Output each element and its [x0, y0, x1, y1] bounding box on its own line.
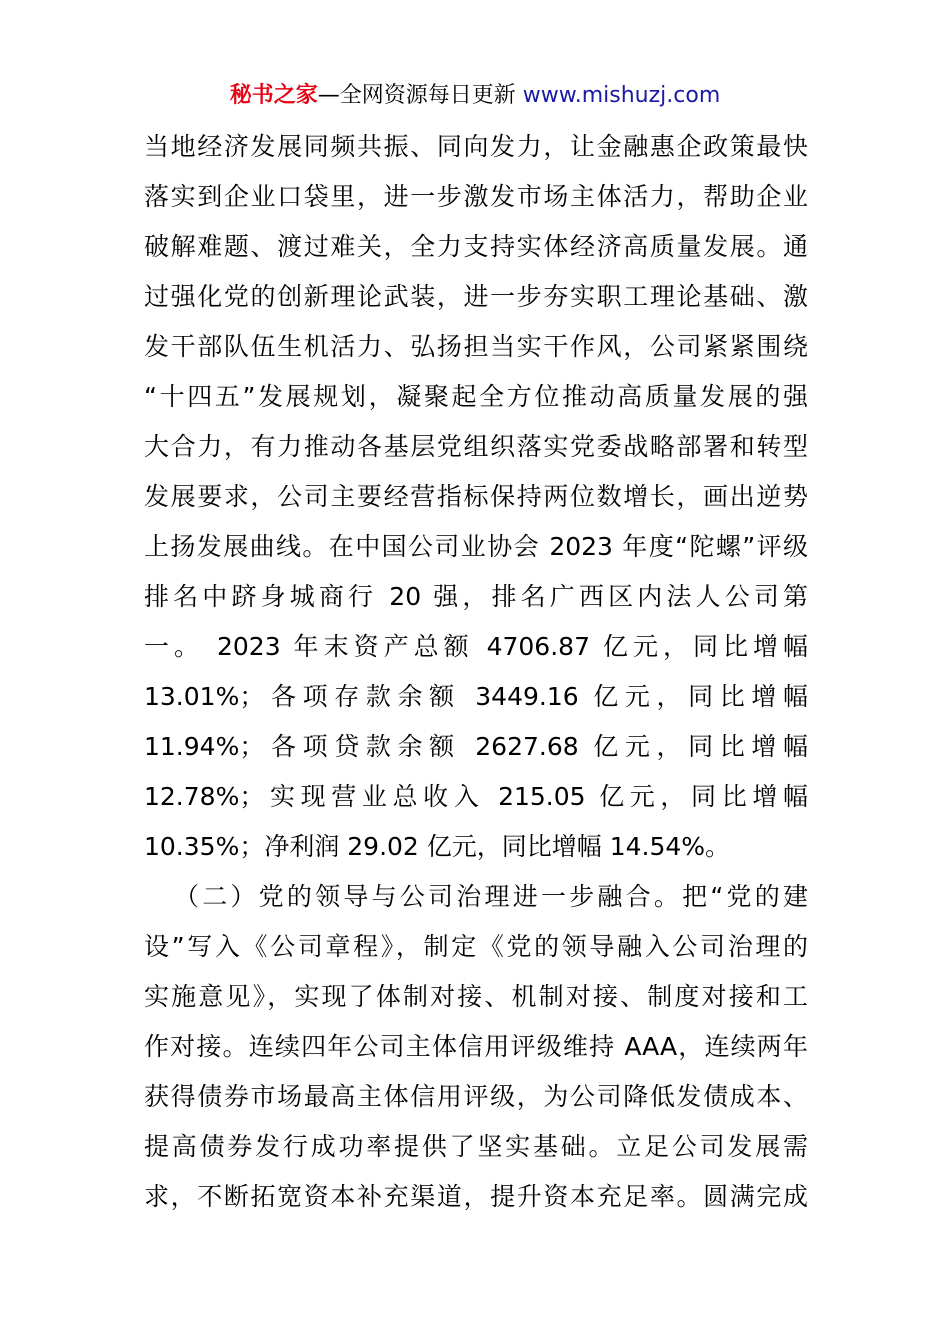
text-line: 发展要求，公司主要经营指标保持两位数增长，画出逆势	[144, 482, 808, 511]
text-line: 上扬发展曲线。在中国公司业协会 2023 年度“陀螺”评级	[144, 532, 808, 561]
text-line: 排名中跻身城商行 20 强，排名广西区内法人公司第	[144, 582, 808, 611]
brand-name: 秘书之家	[229, 83, 318, 108]
text-line: 设”写入《公司章程》，制定《党的领导融入公司治理的	[144, 932, 808, 961]
site-url-link[interactable]: www.mishuzj.com	[515, 83, 721, 108]
text-line: 11.94%；各项贷款余额 2627.68 亿元，同比增幅	[144, 732, 808, 761]
text-line: 落实到企业口袋里，进一步激发市场主体活力，帮助企业	[144, 182, 808, 211]
text-line: 破解难题、渡过难关，全力支持实体经济高质量发展。通	[144, 232, 808, 261]
text-line: 获得债券市场最高主体信用评级，为公司降低发债成本、	[144, 1082, 808, 1111]
text-line: 12.78%；实现营业总收入 215.05 亿元，同比增幅	[144, 782, 808, 811]
site-header	[0, 80, 950, 112]
text-line: 提高债券发行成功率提供了坚实基础。立足公司发展需	[144, 1132, 808, 1161]
text-line: “十四五”发展规划，凝聚起全方位推动高质量发展的强	[144, 382, 808, 411]
text-line: 当地经济发展同频共振、同向发力，让金融惠企政策最快	[144, 132, 808, 161]
text-line: 实施意见》，实现了体制对接、机制对接、制度对接和工	[144, 982, 808, 1011]
text-line: 一。 2023 年末资产总额 4706.87 亿元，同比增幅	[144, 632, 808, 661]
text-line: 过强化党的创新理论武装，进一步夯实职工理论基础、激	[144, 282, 808, 311]
header-tagline: —全网资源每日更新	[317, 83, 516, 108]
text-line: 13.01%；各项存款余额 3449.16 亿元，同比增幅	[144, 682, 808, 711]
text-line: 大合力，有力推动各基层党组织落实党委战略部署和转型	[144, 432, 808, 461]
text-line: 求，不断拓宽资本补充渠道，提升资本充足率。圆满完成	[144, 1182, 808, 1211]
text-line: 10.35%；净利润 29.02 亿元，同比增幅 14.54%。	[144, 832, 731, 861]
text-line: 发干部队伍生机活力、弘扬担当实干作风，公司紧紧围绕	[144, 332, 808, 361]
text-line: 作对接。连续四年公司主体信用评级维持 AAA，连续两年	[144, 1032, 808, 1061]
text-line: （二）党的领导与公司治理进一步融合。把“党的建	[174, 882, 808, 911]
document-body	[144, 122, 808, 1222]
